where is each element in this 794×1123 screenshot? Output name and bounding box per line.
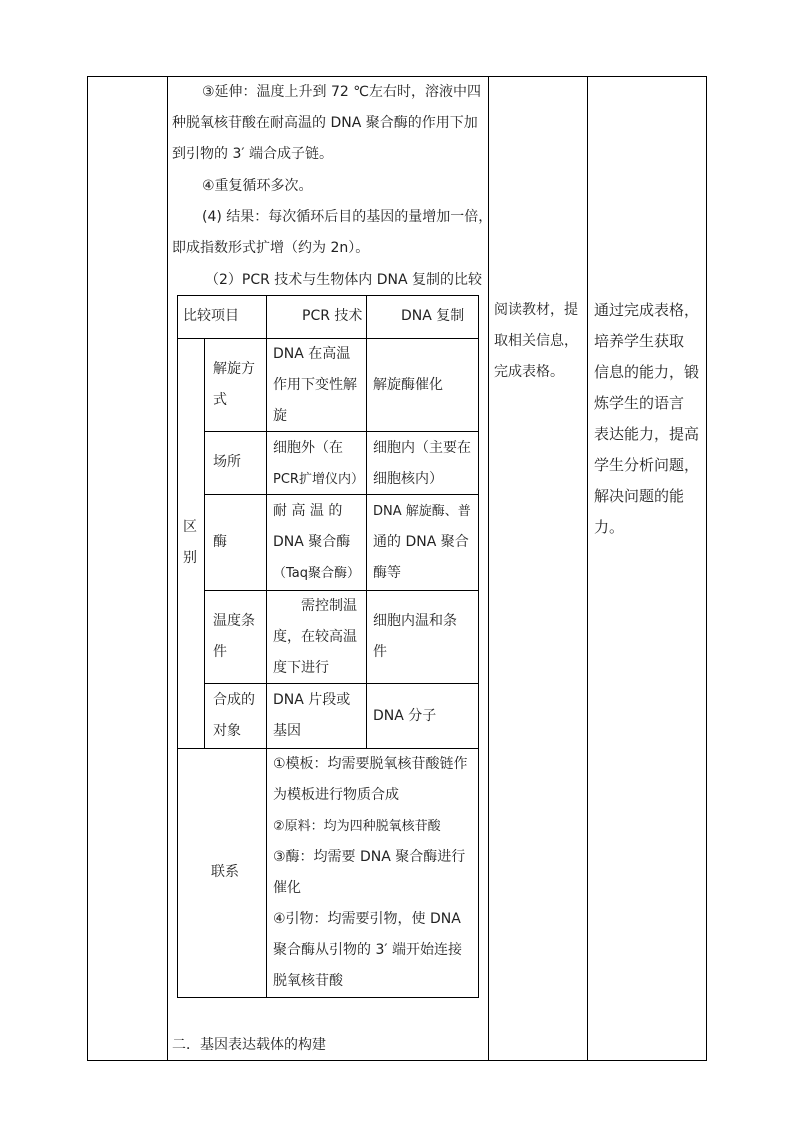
header-pcr: PCR 技术: [302, 308, 363, 324]
link-line-3: ②原料：均为四种脱氧核苷酸: [273, 819, 441, 834]
paragraph-result-2: 即成指数形式扩增（约为 2n）。: [172, 240, 370, 256]
table-row4-bottom: [204, 683, 479, 684]
header-dna: DNA 复制: [401, 308, 465, 324]
outer-left-border: [87, 76, 88, 1061]
header-item: 比较项目: [183, 308, 239, 324]
paragraph-extension-1: ③延伸：温度上升到 72 ℃左右时，溶液中四: [202, 84, 481, 100]
intent-line-3: 信息的能力，锻: [594, 363, 700, 381]
row3-dna-2: 通的 DNA 聚合: [373, 534, 469, 550]
row1-item-2: 式: [213, 392, 227, 408]
row2-pcr-2: PCR扩增仪内）: [273, 472, 364, 487]
row5-item-1: 合成的: [213, 692, 255, 708]
row3-pcr-2: DNA 聚合酶: [273, 534, 351, 550]
table-left-border: [177, 295, 178, 998]
intent-line-5: 表达能力，提高: [594, 425, 700, 443]
paragraph-extension-3: 到引物的 3′ 端合成子链。: [172, 146, 333, 162]
row3-dna-3: 酶等: [373, 565, 401, 581]
link-label: 联系: [211, 864, 239, 880]
link-line-4: ③酶：均需要 DNA 聚合酶进行: [273, 849, 466, 865]
table-bottom-border: [177, 997, 479, 998]
row1-pcr-1: DNA 在高温: [273, 346, 351, 362]
row4-pcr-3: 度下进行: [273, 660, 329, 676]
intent-line-4: 炼学生的语言: [594, 394, 685, 412]
outer-right-border: [706, 76, 707, 1061]
col-divider-3: [587, 76, 588, 1061]
table-caption: （2）PCR 技术与生物体内 DNA 复制的比较: [205, 272, 483, 288]
row4-pcr-1: 需控制温: [301, 598, 357, 614]
table-right-border: [478, 295, 479, 998]
link-line-5: 催化: [273, 880, 301, 896]
group-label-2: 别: [183, 550, 197, 566]
row4-dna-1: 细胞内温和条: [373, 613, 457, 629]
row4-item-1: 温度条: [213, 613, 255, 629]
intent-line-7: 解决问题的能: [594, 487, 685, 505]
row1-dna-1: 解旋酶催化: [373, 377, 443, 393]
link-line-1: ①模板：均需要脱氧核苷酸链作: [273, 756, 468, 772]
link-line-7: 聚合酶从引物的 3′ 端开始连接: [273, 942, 462, 958]
row5-item-2: 对象: [213, 723, 241, 739]
row5-dna-1: DNA 分子: [373, 708, 437, 724]
activity-line-3: 完成表格。: [494, 364, 564, 380]
intent-line-2: 培养学生获取: [594, 332, 685, 350]
row3-pcr-3: （Taq聚合酶）: [273, 566, 361, 581]
link-line-8: 脱氧核苷酸: [273, 973, 343, 989]
row4-dna-2: 件: [373, 644, 387, 660]
row2-dna-1: 细胞内（主要在: [373, 440, 471, 456]
paragraph-repeat: ④重复循环多次。: [202, 178, 313, 194]
row2-dna-2: 细胞核内）: [373, 471, 443, 487]
table-pcr-divider: [366, 295, 367, 748]
row1-pcr-3: 旋: [273, 408, 287, 424]
group-label-1: 区: [183, 519, 197, 535]
link-line-6: ④引物：均需要引物，使 DNA: [273, 911, 461, 927]
row5-pcr-1: DNA 片段或: [273, 692, 351, 708]
activity-line-1: 阅读教材，提: [494, 302, 578, 318]
link-line-2: 为模板进行物质合成: [273, 787, 399, 803]
table-group-divider: [204, 338, 205, 748]
row3-dna-1: DNA 解旋酶、普: [373, 504, 471, 519]
intent-line-6: 学生分析问题，: [594, 456, 700, 474]
paragraph-result-1: (4) 结果：每次循环后目的基因的量增加一倍，: [202, 209, 493, 225]
activity-line-2: 取相关信息，: [494, 333, 578, 349]
section-heading: 二．基因表达载体的构建: [172, 1037, 326, 1053]
intent-line-1: 通过完成表格，: [594, 301, 700, 319]
row2-item-1: 场所: [213, 454, 241, 470]
row4-item-2: 件: [213, 644, 227, 660]
row3-pcr-1: 耐 高 温 的: [273, 503, 343, 519]
row3-item-1: 酶: [213, 534, 227, 550]
table-top-border: [177, 295, 479, 296]
paragraph-extension-2: 种脱氧核苷酸在耐高温的 DNA 聚合酶的作用下加: [172, 115, 478, 131]
row2-pcr-1: 细胞外（在: [273, 440, 343, 456]
table-item-divider: [266, 295, 267, 998]
row1-pcr-2: 作用下变性解: [273, 377, 357, 393]
row1-item-1: 解旋方: [213, 361, 255, 377]
row5-pcr-2: 基因: [273, 723, 301, 739]
row4-pcr-2: 度，在较高温: [273, 629, 357, 645]
intent-line-8: 力。: [594, 518, 625, 536]
table-row1-bottom: [204, 431, 479, 432]
col-divider-1: [167, 76, 168, 1061]
